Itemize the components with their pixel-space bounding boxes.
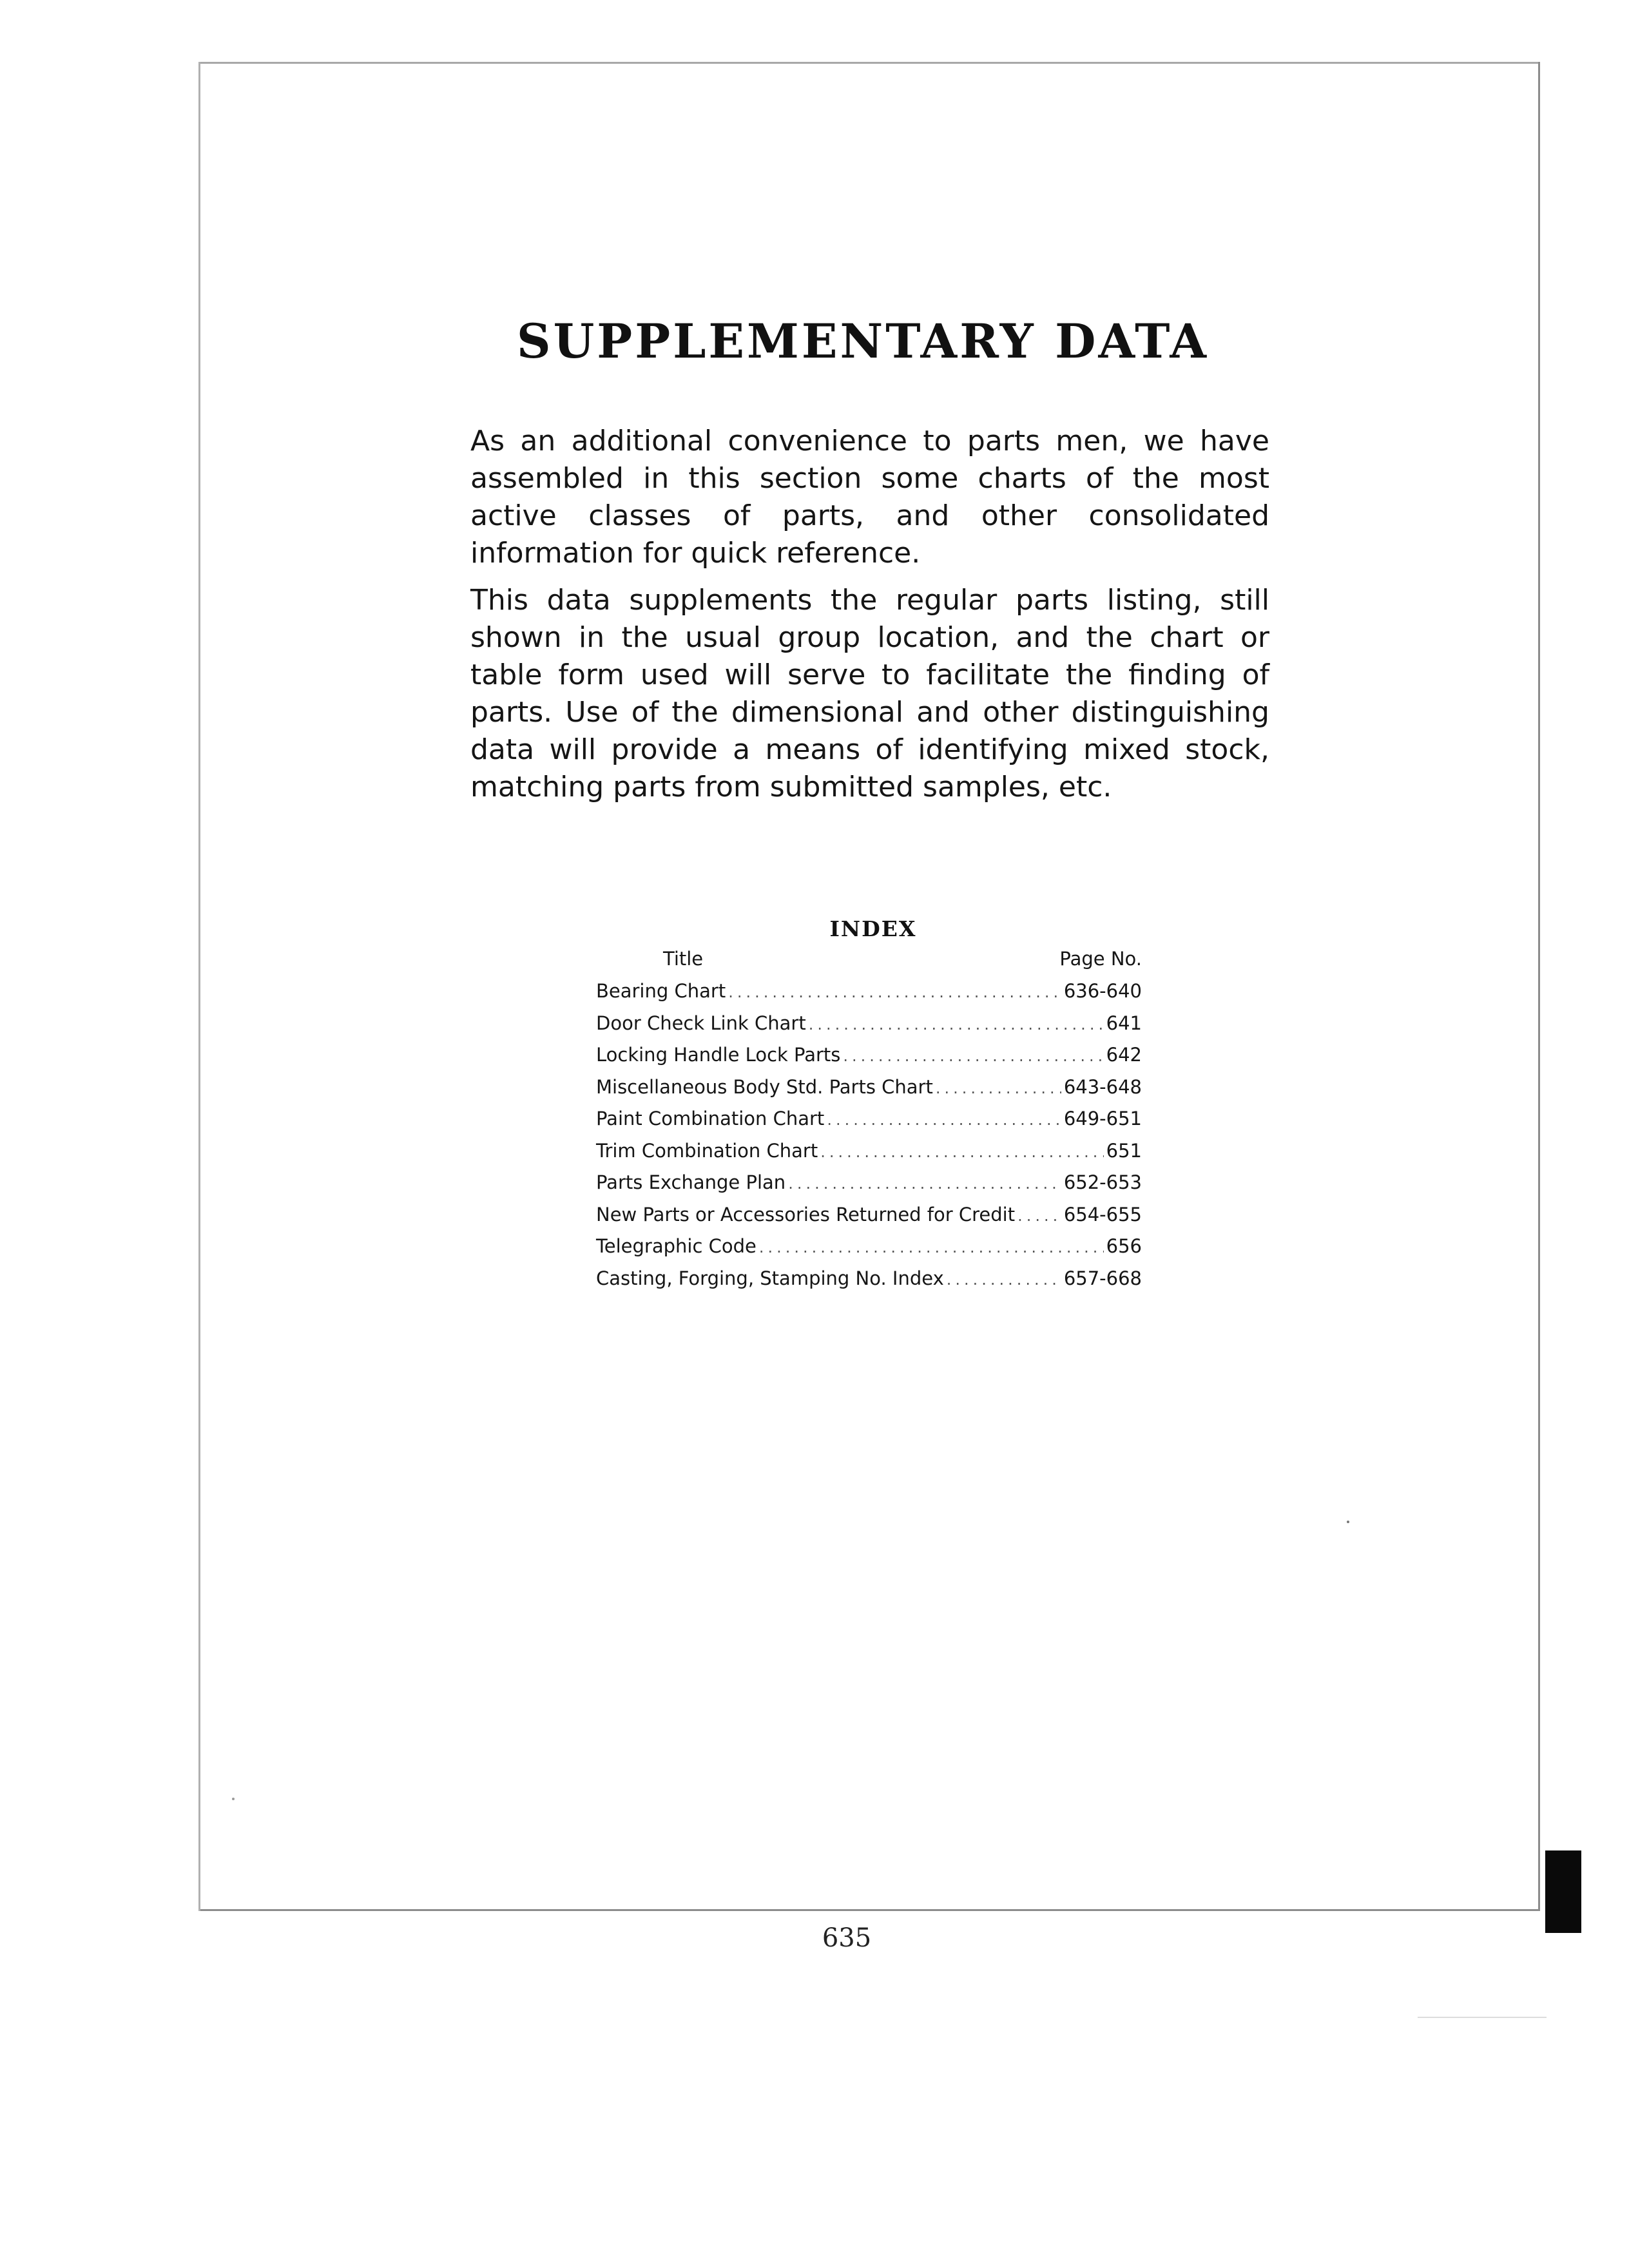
index-entry-page: 636-640 — [1063, 980, 1142, 1002]
dot-leader — [1017, 1200, 1061, 1233]
dot-leader — [936, 1073, 1061, 1105]
column-title-header: Title — [663, 948, 704, 970]
section-edge-tab — [1545, 1850, 1581, 1933]
index-entry-title: Door Check Link Chart — [596, 1012, 806, 1034]
scan-speck — [232, 1798, 235, 1800]
frame-bottom-border — [198, 1909, 1540, 1911]
dot-leader — [947, 1264, 1061, 1296]
page-number: 635 — [822, 1923, 872, 1953]
index-entry-page: 654-655 — [1063, 1203, 1142, 1225]
index-entry-title: New Parts or Accessories Returned for Credit — [596, 1203, 1016, 1225]
index-entry-page: 651 — [1106, 1139, 1142, 1162]
index-entry-page: 656 — [1106, 1235, 1142, 1257]
index-entry-title: Bearing Chart — [596, 980, 726, 1002]
dot-leader — [843, 1041, 1103, 1073]
frame-top-border — [198, 62, 1540, 64]
index-row — [596, 1103, 1142, 1135]
index-row — [596, 1263, 1142, 1295]
index-entry-page: 641 — [1106, 1012, 1142, 1034]
index-heading: INDEX — [829, 916, 917, 941]
index-entry-title: Paint Combination Chart — [596, 1108, 825, 1129]
page-title: SUPPLEMENTARY DATA — [516, 313, 1210, 369]
index-entry-page: 643-648 — [1063, 1075, 1142, 1098]
index-row — [596, 1199, 1142, 1231]
dot-leader — [759, 1232, 1104, 1264]
index-entry-page: 649-651 — [1063, 1108, 1142, 1129]
index-header-row — [596, 942, 1142, 975]
index-table — [596, 942, 1142, 1294]
dot-leader — [728, 977, 1061, 1009]
index-row — [596, 1167, 1142, 1199]
intro-paragraph: As an additional convenience to parts men, we have assembled in this section some charts of the most active classes of parts, and other consolidated information for quick reference. — [470, 425, 1269, 570]
dot-leader — [820, 1137, 1103, 1169]
dot-leader — [827, 1104, 1061, 1137]
frame-left-border — [198, 62, 200, 1911]
frame-right-border — [1538, 62, 1540, 1911]
description-paragraph: This data supplements the regular parts listing, still shown in the usual group location, and the chart or table form used will serve to facilitate the finding of parts. Use of the dimensional and other distinguishing data will provide a means of identifying mixed stock, matching parts from submitted samples, etc. — [470, 584, 1269, 803]
index-row — [596, 1231, 1142, 1263]
index-entry-title: Parts Exchange Plan — [596, 1171, 786, 1193]
index-entry-title: Miscellaneous Body Std. Parts Chart — [596, 1075, 933, 1098]
dot-leader — [809, 1009, 1104, 1041]
index-entry-page: 652-653 — [1063, 1171, 1142, 1193]
index-entry-title: Telegraphic Code — [596, 1235, 757, 1257]
scan-artifact-line — [1418, 2017, 1547, 2018]
index-row — [596, 1135, 1142, 1168]
dot-leader — [788, 1168, 1061, 1200]
index-entry-page: 642 — [1106, 1044, 1142, 1066]
column-page-header: Page No. — [1059, 948, 1142, 970]
index-row — [596, 975, 1142, 1008]
index-row — [596, 1072, 1142, 1104]
scan-speck — [1347, 1521, 1349, 1523]
index-entry-title: Trim Combination Chart — [596, 1139, 818, 1162]
index-entry-title: Casting, Forging, Stamping No. Index — [596, 1267, 944, 1289]
index-row — [596, 1039, 1142, 1072]
index-row — [596, 1008, 1142, 1040]
index-entry-page: 657-668 — [1063, 1267, 1142, 1289]
index-entry-title: Locking Handle Lock Parts — [596, 1044, 841, 1066]
